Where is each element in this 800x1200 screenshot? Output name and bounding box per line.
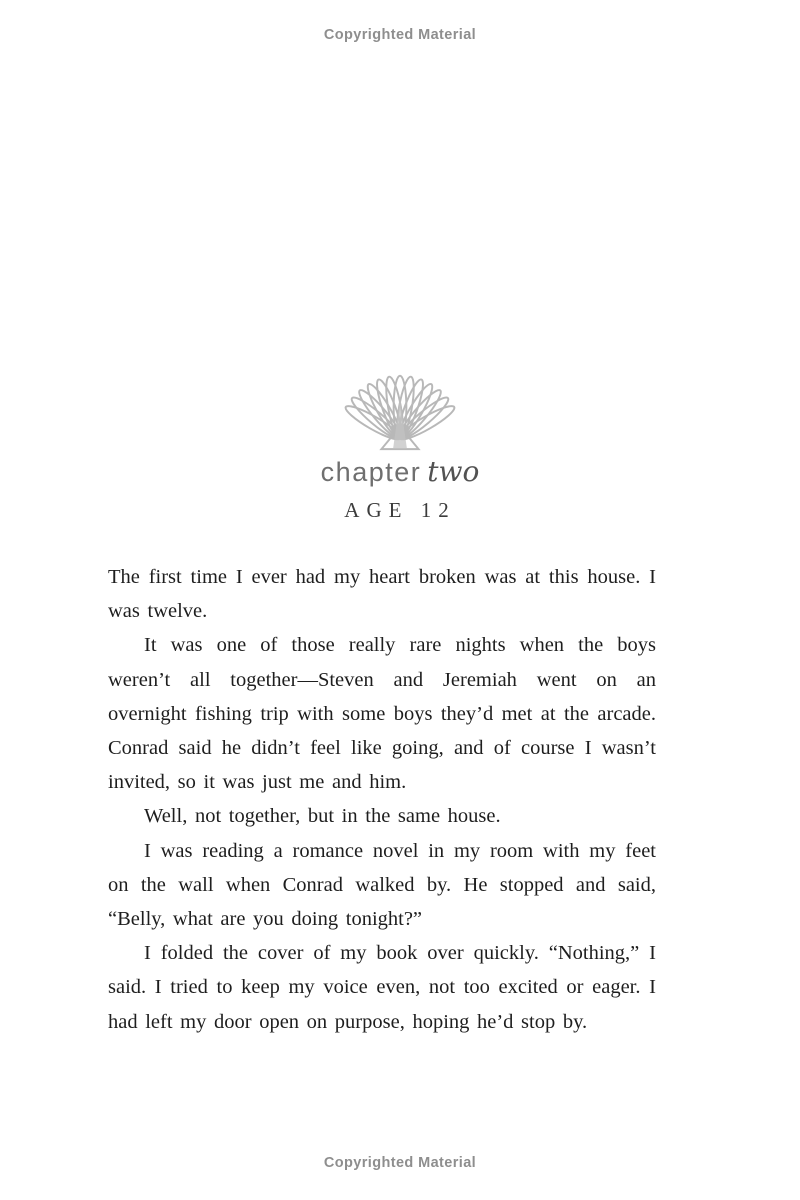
chapter-heading-word: chapter [320,457,422,487]
body-paragraph: The first time I ever had my heart broken was at this house. I was twelve. [108,566,656,623]
bottom-copyright-notice: Copyrighted Material [323,1155,477,1171]
body-paragraph: Well, not together, but in the same house. [144,805,501,828]
chapter-subheading-age: AGE 12 [344,498,456,522]
top-copyright-notice: Copyrighted Material [323,27,477,43]
book-page-text [108,560,656,1039]
body-paragraph: It was one of those really rare nights when the boys weren’t all together—Steven and Jeremiah went on an overnight fishing trip with some boys they’d met at the arcade. Conrad said he didn’t feel like going, and of course I wasn’t invited, so it was just me and him. [108,634,656,794]
body-paragraph: I was reading a romance novel in my room with my feet on the wall when Conrad walked by. He stopped and said, “Belly, what are you doing tonight?” [108,839,656,931]
chapter-number-word: two [427,455,480,488]
scallop-shell-icon [0,364,800,454]
body-paragraph: I folded the cover of my book over quickly. “Nothing,” I said. I tried to keep my voice even, not too excited or eager. I had left my door open on purpose, hoping he’d stop by. [108,942,656,1033]
chapter-opening [0,364,800,523]
chapter-heading [0,457,800,492]
